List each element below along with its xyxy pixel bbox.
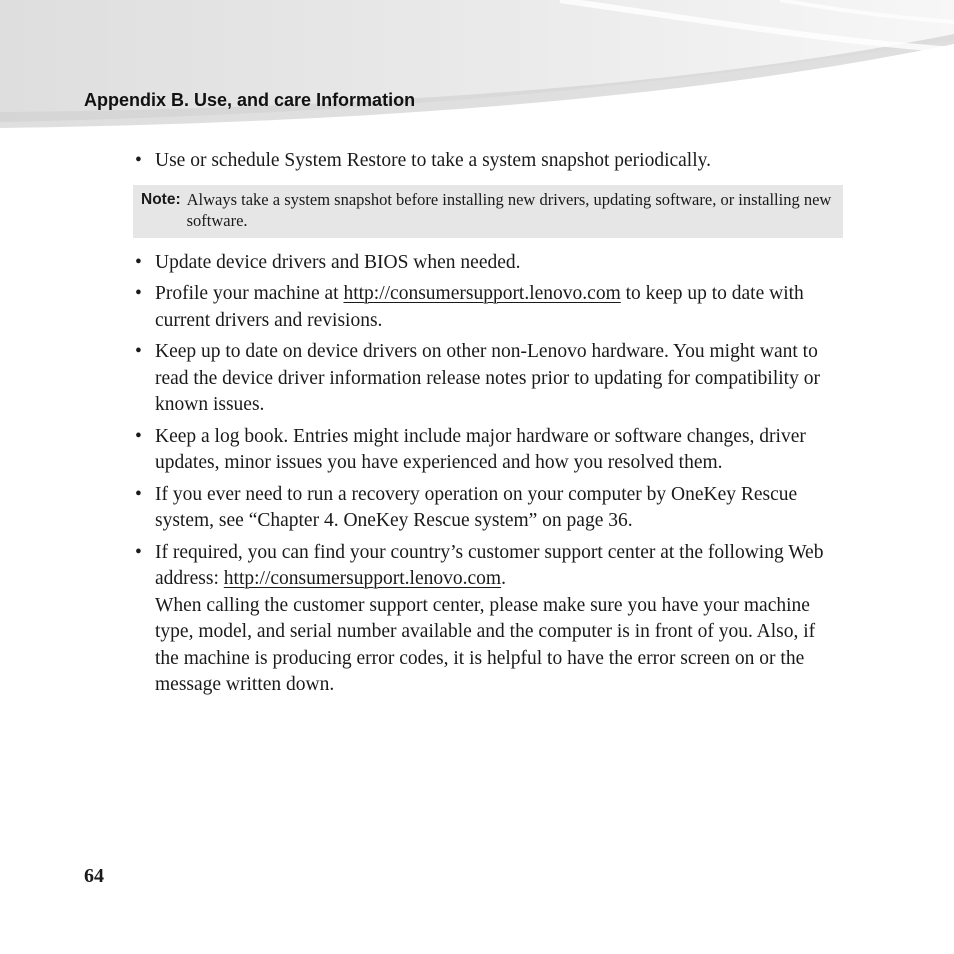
list-item-text-after-link: to keep up to date with current drivers and revisions. [155, 283, 804, 331]
section-header-title: Appendix B. Use, and care Information [84, 90, 416, 110]
bullet-icon: • [135, 341, 142, 362]
list-item-text: If you ever need to run a recovery operation on your computer by OneKey Rescue system, see “Chapter 4. OneKey Rescue system” on page 36. [155, 483, 798, 531]
page-number: 64 [84, 865, 104, 887]
bullet-icon: • [135, 483, 142, 505]
list-item [133, 482, 843, 535]
bullet-icon: • [135, 150, 142, 171]
note-label: Note: [141, 190, 181, 208]
support-link[interactable]: http://consumersupport.lenovo.com [223, 568, 502, 589]
bullet-list-top [133, 148, 843, 175]
bullet-icon: • [135, 283, 142, 304]
list-item [133, 250, 843, 277]
list-item-text: Use or schedule System Restore to take a system snapshot periodically. [155, 150, 711, 171]
list-item [133, 148, 843, 175]
list-item-text: Keep up to date on device drivers on other non-Lenovo hardware. You might want to read the device driver information release notes prior to updating for compatibility or known issues. [155, 341, 820, 415]
list-item-text: If required, you can find your country’s customer support center at the following Web address: [155, 541, 824, 589]
list-item [133, 281, 843, 334]
main-content [133, 148, 843, 704]
list-item-text-after-link: . [501, 568, 506, 589]
bullet-icon: • [135, 251, 142, 273]
list-item-continuation: When calling the customer support center, please make sure you have your machine type, model, and serial number available and the computer is in front of you. Also, if the machine is producing error codes, it is helpful to have the error screen on or the message written down. [155, 594, 816, 695]
list-item [133, 339, 843, 419]
bullet-icon: • [135, 425, 142, 447]
header-swoosh-graphic [0, 0, 954, 140]
list-item [133, 540, 843, 699]
list-item-text: Update device drivers and BIOS when needed. [155, 251, 521, 273]
list-item-text: Profile your machine at [155, 283, 344, 304]
bullet-list-main [133, 250, 843, 699]
support-link[interactable]: http://consumersupport.lenovo.com [343, 283, 621, 304]
list-item-text: Keep a log book. Entries might include major hardware or software changes, driver updates, minor issues you have experienced and how you resolved them. [155, 425, 806, 473]
note-text: Always take a system snapshot before installing new drivers, updating software, or installing new software. [186, 189, 832, 230]
list-item [133, 424, 843, 477]
bullet-icon: • [135, 541, 142, 563]
note-box [133, 185, 843, 238]
